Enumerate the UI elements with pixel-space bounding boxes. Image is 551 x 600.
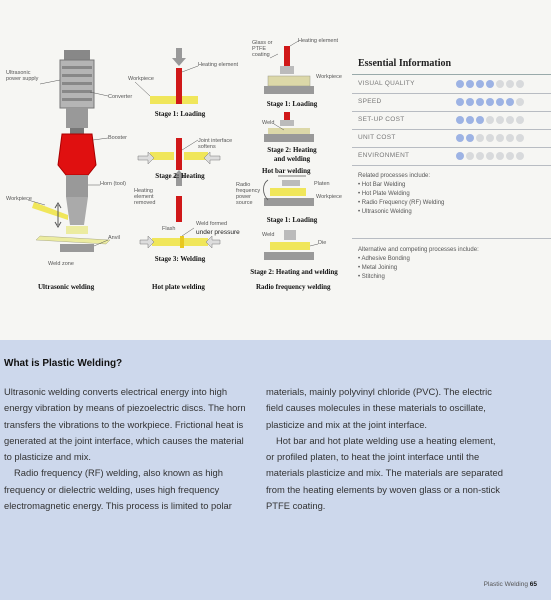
- list-item: • Ultrasonic Welding: [358, 208, 444, 217]
- rating-dot: [466, 116, 474, 124]
- rating-dot: [516, 134, 524, 142]
- rating-dot: [506, 152, 514, 160]
- weld-formed-label: Weld formed: [196, 221, 228, 227]
- info-divider: [352, 74, 551, 75]
- related-list: [358, 181, 444, 217]
- joint-interface-label: Joint interface softens: [198, 138, 233, 151]
- paragraph: Ultrasonic welding converts electrical energy into high energy vibration by means of piezoelectric discs. The horn transfers the vibrations to the workpiece. Frictional heat is generated at the joint interface, which causes the material to plasticize and mix.: [4, 386, 246, 463]
- rf-power-label: Radio frequency power source: [236, 182, 261, 207]
- rating-dot: [506, 116, 514, 124]
- hb-stage2b: and welding: [273, 155, 311, 163]
- hp-stage1: Stage 1: Loading: [154, 110, 206, 118]
- alternatives-heading: Alternative and competing processes include:: [358, 247, 479, 253]
- rf-workpiece-label: Workpiece: [316, 194, 342, 200]
- page-number: 65: [529, 581, 537, 588]
- rating-dot: [516, 116, 524, 124]
- hb-stage2a: Stage 2: Heating: [267, 146, 317, 154]
- rating-dot: [506, 134, 514, 142]
- metric-label: SET-UP COST: [358, 116, 405, 123]
- metric-label: UNIT COST: [358, 134, 396, 141]
- essential-information-title: Essential Information: [358, 58, 452, 69]
- metric-label: VISUAL QUALITY: [358, 80, 415, 87]
- hp-workpiece-label: Workpiece: [128, 76, 154, 82]
- rating-dot: [456, 134, 464, 142]
- platen-label: Platen: [314, 181, 330, 187]
- rating-dot: [506, 80, 514, 88]
- under-pressure-label: under pressure: [196, 229, 240, 236]
- rating-dot: [476, 134, 484, 142]
- rating-dot: [456, 80, 464, 88]
- alternative-processes: [358, 246, 479, 282]
- related-processes: [358, 172, 444, 217]
- list-item: • Hot Plate Welding: [358, 190, 444, 199]
- rating-dot: [456, 152, 464, 160]
- hb-workpiece-label: Workpiece: [316, 74, 342, 80]
- footer-section: Plastic Welding: [483, 581, 528, 588]
- rating-dots: [456, 116, 524, 124]
- rating-dot: [486, 152, 494, 160]
- rating-dot: [486, 134, 494, 142]
- rf-weld-label: Weld: [262, 232, 275, 238]
- article-left-column: [4, 384, 248, 514]
- paragraph: Hot bar and hot plate welding use a heating element, or profiled platen, to heat the joint interface until the materials plasticize and mix. The materials are separated from the heating elements by woven glass or a non-stick PTFE coating.: [266, 434, 503, 512]
- alternatives-list: [358, 255, 479, 282]
- rating-dot: [476, 80, 484, 88]
- hot-bar-caption: Hot bar welding: [262, 167, 311, 175]
- metric-row: [352, 130, 551, 148]
- rf-stage2: Stage 2: Heating and welding: [250, 268, 338, 276]
- essential-information-panel: [352, 48, 551, 340]
- rating-dot: [476, 116, 484, 124]
- hot-plate-caption: Hot plate welding: [152, 283, 205, 291]
- rating-dot: [466, 134, 474, 142]
- horn-label: Horn (tool): [100, 181, 126, 187]
- rating-dot: [516, 98, 524, 106]
- hb-heating-element-label: Heating element: [298, 38, 339, 44]
- list-item: • Stitching: [358, 273, 479, 282]
- info-divider-2: [352, 238, 551, 239]
- rating-dot: [466, 80, 474, 88]
- list-item: • Adhesive Bonding: [358, 255, 479, 264]
- rating-dot: [486, 80, 494, 88]
- hb-weld-label: Weld: [262, 120, 275, 126]
- rating-dot: [496, 98, 504, 106]
- paragraph: Radio frequency (RF) welding, also known as high frequency or dielectric welding, uses high frequency electromagnetic energy. This process is limited to polar: [4, 467, 232, 512]
- rf-caption: Radio frequency welding: [256, 283, 331, 291]
- metric-row: [352, 148, 551, 166]
- metric-label: ENVIRONMENT: [358, 152, 410, 159]
- list-item: • Radio Frequency (RF) Welding: [358, 199, 444, 208]
- workpiece-label: Workpiece: [6, 196, 32, 202]
- metric-row: [352, 112, 551, 130]
- paragraph: materials, mainly polyvinyl chloride (PVC). The electric field causes molecules in these materials to oscillate, plasticize and mix at the joint interface.: [266, 386, 492, 430]
- rating-dot: [516, 80, 524, 88]
- rating-dots: [456, 152, 524, 160]
- rating-dot: [466, 98, 474, 106]
- rating-dot: [456, 116, 464, 124]
- heating-removed-label: Heating element removed: [134, 188, 156, 207]
- hb-stage1: Stage 1: Loading: [266, 100, 318, 108]
- metric-row: [352, 94, 551, 112]
- article-title: What is Plastic Welding?: [4, 358, 123, 369]
- rating-dot: [496, 80, 504, 88]
- rating-dot: [456, 98, 464, 106]
- rating-dot: [496, 134, 504, 142]
- metric-row: [352, 76, 551, 94]
- rating-dots: [456, 80, 524, 88]
- rating-dot: [506, 98, 514, 106]
- glass-ptfe-label: Glass or PTFE coating: [252, 40, 273, 59]
- hp-heating-element-label: Heating element: [198, 62, 239, 68]
- article-right-column: [266, 384, 506, 514]
- rating-dot: [486, 98, 494, 106]
- rf-stage1: Stage 1: Loading: [266, 216, 318, 224]
- rating-dot: [486, 116, 494, 124]
- hp-stage3: Stage 3: Welding: [154, 255, 206, 263]
- list-item: • Metal Joining: [358, 264, 479, 273]
- ultrasonic-caption: Ultrasonic welding: [38, 283, 95, 291]
- metric-label: SPEED: [358, 98, 382, 105]
- rating-dots: [456, 134, 524, 142]
- booster-label: Booster: [108, 135, 127, 141]
- page-footer: [484, 581, 537, 588]
- rating-dots: [456, 98, 524, 106]
- anvil-label: Anvil: [108, 235, 120, 241]
- converter-label: Converter: [108, 94, 133, 100]
- list-item: • Hot Bar Welding: [358, 181, 444, 190]
- rating-dot: [466, 152, 474, 160]
- ultrasonic-power-label: Ultrasonic power supply: [6, 70, 39, 83]
- rating-dot: [476, 152, 484, 160]
- rating-dot: [516, 152, 524, 160]
- rating-dot: [476, 98, 484, 106]
- rating-dot: [496, 152, 504, 160]
- weld-zone-label: Weld zone: [48, 261, 74, 267]
- die-label: Die: [318, 240, 327, 246]
- hp-stage2: Stage 2: Heating: [155, 172, 205, 180]
- flash-label: Flash: [162, 226, 176, 232]
- related-heading: Related processes include:: [358, 173, 431, 179]
- rating-dot: [496, 116, 504, 124]
